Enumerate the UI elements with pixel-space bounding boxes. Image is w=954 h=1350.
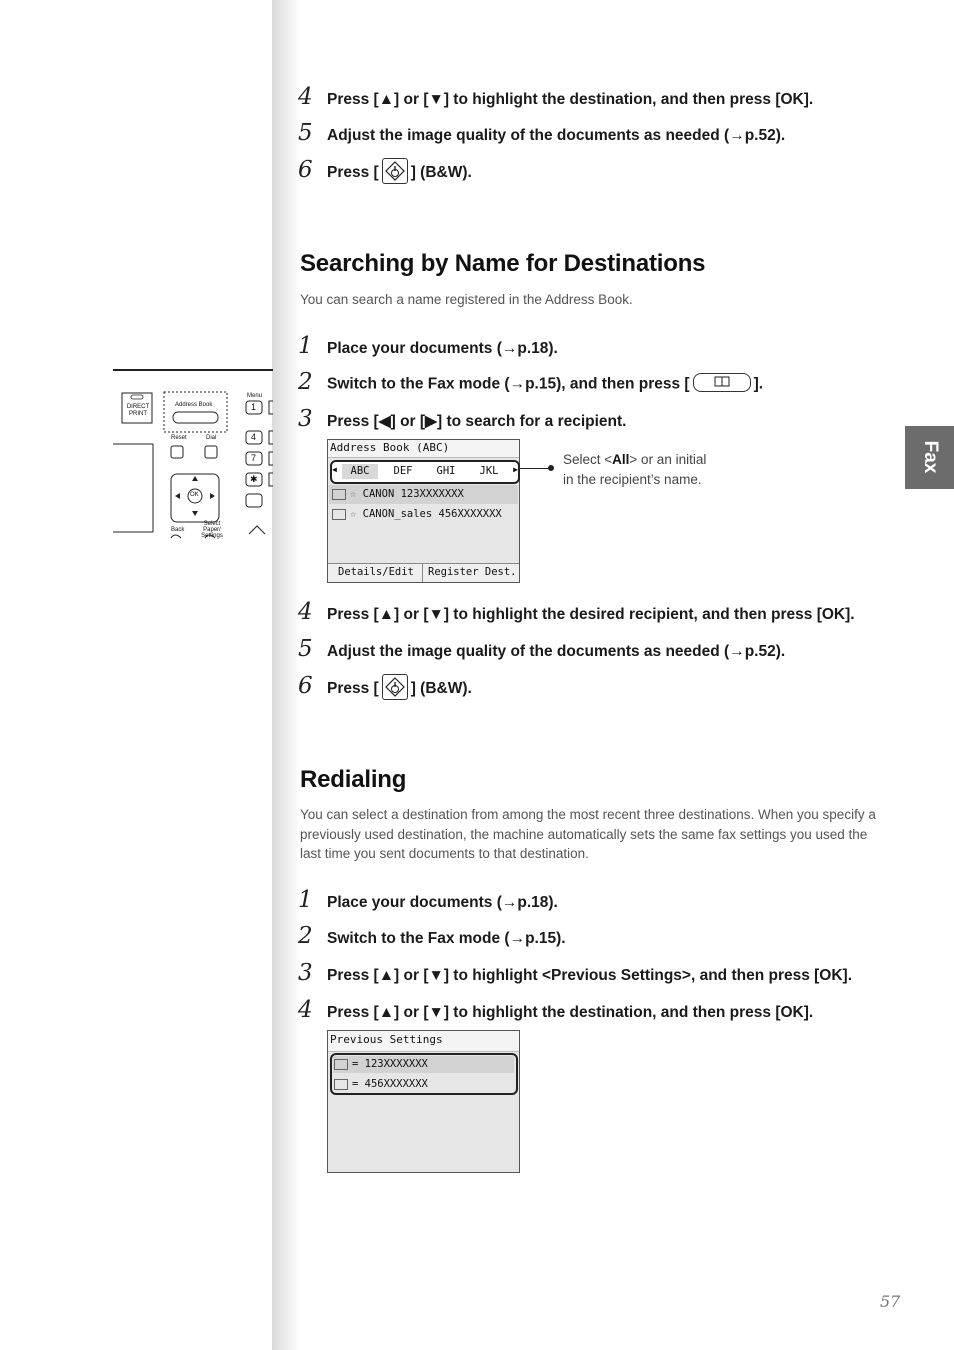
lcd-softkeys: [328, 563, 519, 582]
step-text-post: ] (B&W).: [410, 164, 472, 181]
side-tab-label: Fax: [920, 440, 941, 474]
step-number: 6: [298, 157, 313, 183]
callout-leader-line: [519, 468, 551, 469]
step-text: Press [▲] or [▼] to highlight the destination, and then press [OK].: [327, 91, 814, 108]
step-text: Place your documents (→p.18).: [327, 894, 558, 911]
select-paper-label: Select Paper/ Settings: [201, 521, 223, 539]
entry-text: = 123XXXXXXX: [352, 1058, 428, 1070]
fax-icon: [332, 509, 346, 520]
address-book-label: Address Book: [175, 402, 213, 408]
tab-scroll-right-icon: ▶: [513, 465, 518, 474]
step-search-3: [298, 408, 626, 431]
step-number: 6: [298, 673, 313, 699]
star-icon: ☆: [350, 508, 363, 520]
step-search-1: [298, 335, 558, 358]
list-item[interactable]: [334, 1058, 428, 1070]
step-text-post: ] (B&W).: [410, 680, 472, 697]
left-gutter: [0, 0, 272, 1350]
step-number: 3: [298, 406, 313, 432]
step-text-pre: Press [: [327, 680, 379, 697]
list-item[interactable]: [334, 1078, 428, 1090]
lcd-address-book: [327, 439, 520, 583]
dial-label: Dial: [206, 435, 217, 441]
fax-icon: [334, 1059, 348, 1070]
star-icon: ☆: [350, 488, 363, 500]
step-text: [327, 160, 472, 186]
step-search-4: [298, 601, 855, 624]
step-number: 4: [298, 599, 313, 625]
entry-text: CANON_sales 456XXXXXXX: [362, 508, 502, 520]
step-text: Adjust the image quality of the documents as needed (→p.52).: [327, 127, 786, 144]
section-heading-redialing: Redialing: [300, 766, 407, 793]
step-text: Press [▲] or [▼] to highlight the desired recipient, and then press [OK].: [327, 606, 855, 623]
key-1: 1: [251, 402, 257, 412]
step-redial-3: [298, 962, 852, 985]
step-text: Press [▲] or [▼] to highlight <Previous Settings>, and then press [OK].: [327, 967, 853, 984]
lcd-previous-settings: [327, 1030, 520, 1173]
softkey-divider: [422, 564, 423, 582]
start-bw-key-icon: [382, 674, 408, 700]
softkey-register-dest[interactable]: Register Dest.: [428, 566, 517, 578]
tab-ghi[interactable]: GHI: [436, 465, 456, 477]
address-book-key-icon: [693, 373, 751, 392]
step-redial-2: [298, 925, 566, 948]
section-intro-search: You can search a name registered in the Address Book.: [300, 292, 633, 307]
step-number: 5: [298, 120, 313, 146]
section-intro-redialing: You can select a destination from among the most recent three destinations. When you specify a previously used destination, the machine automatically sets the same fax settings you used the last time you sent documents to that destination.: [300, 807, 876, 861]
step-number: 2: [298, 369, 313, 395]
lcd-title: Previous Settings: [330, 1033, 443, 1046]
side-tab-fax: [905, 426, 954, 489]
step-number: 4: [298, 997, 313, 1023]
reset-label: Reset: [171, 435, 187, 441]
step-text: [327, 676, 472, 702]
step-top-5: [298, 122, 785, 145]
tab-scroll-left-icon: ◀: [332, 465, 337, 474]
step-search-6: [298, 675, 472, 702]
step-number: 5: [298, 636, 313, 662]
entry-text: CANON 123XXXXXXX: [362, 488, 464, 500]
key-star: ✱: [250, 474, 258, 484]
gutter-shadow: [272, 0, 300, 1350]
step-top-6: [298, 159, 472, 186]
step-text: Press [▲] or [▼] to highlight the destination, and then press [OK].: [327, 1004, 814, 1021]
step-search-2: [298, 371, 763, 394]
fax-icon: [334, 1079, 348, 1090]
step-text: Adjust the image quality of the documents as needed (→p.52).: [327, 643, 786, 660]
tab-jkl[interactable]: JKL: [479, 465, 499, 477]
tab-def[interactable]: DEF: [393, 465, 413, 477]
fax-icon: [332, 489, 346, 500]
step-text-pre: Press [: [327, 164, 379, 181]
key-4: 4: [251, 432, 257, 442]
step-text: [327, 375, 763, 394]
step-redial-4: [298, 999, 813, 1022]
list-item[interactable]: [332, 508, 502, 520]
softkey-details-edit[interactable]: Details/Edit: [338, 566, 414, 578]
step-text-post: ].: [753, 376, 764, 393]
step-search-5: [298, 638, 785, 661]
lcd-title: Address Book (ABC): [330, 441, 450, 454]
step-redial-1: [298, 889, 558, 912]
page-number: 57: [880, 1292, 901, 1311]
step-number: 1: [298, 887, 313, 913]
callout-bold: All: [612, 452, 630, 467]
menu-label: Menu: [247, 393, 263, 399]
step-text: Switch to the Fax mode (→p.15).: [327, 930, 566, 947]
step-number: 4: [298, 84, 313, 110]
callout-post: > or an initial: [629, 452, 707, 467]
callout-pre: Select <: [563, 452, 613, 467]
back-label: Back: [171, 527, 185, 533]
callout-line2: in the recipient’s name.: [563, 472, 702, 487]
initial-tabs: [330, 460, 520, 484]
start-bw-key-icon: [382, 158, 408, 184]
step-number: 2: [298, 923, 313, 949]
callout-leader-dot: [548, 465, 554, 471]
direct-print-label: DIRECT PRINT: [126, 404, 150, 417]
step-number: 1: [298, 333, 313, 359]
list-item[interactable]: [332, 488, 464, 500]
step-text-pre: Switch to the Fax mode (→p.15), and then press [: [327, 376, 690, 393]
step-text: Press [◀] or [▶] to search for a recipient.: [327, 413, 627, 430]
step-top-4: [298, 86, 813, 109]
ok-label: OK: [190, 492, 199, 498]
control-panel-illustration: [113, 366, 273, 540]
step-text: Place your documents (→p.18).: [327, 340, 558, 357]
step-number: 3: [298, 960, 313, 986]
section-heading-search: Searching by Name for Destinations: [300, 250, 706, 277]
key-7: 7: [251, 453, 257, 463]
tab-abc[interactable]: ABC: [342, 464, 378, 479]
entry-text: = 456XXXXXXX: [352, 1078, 428, 1090]
callout-text: [563, 450, 706, 490]
